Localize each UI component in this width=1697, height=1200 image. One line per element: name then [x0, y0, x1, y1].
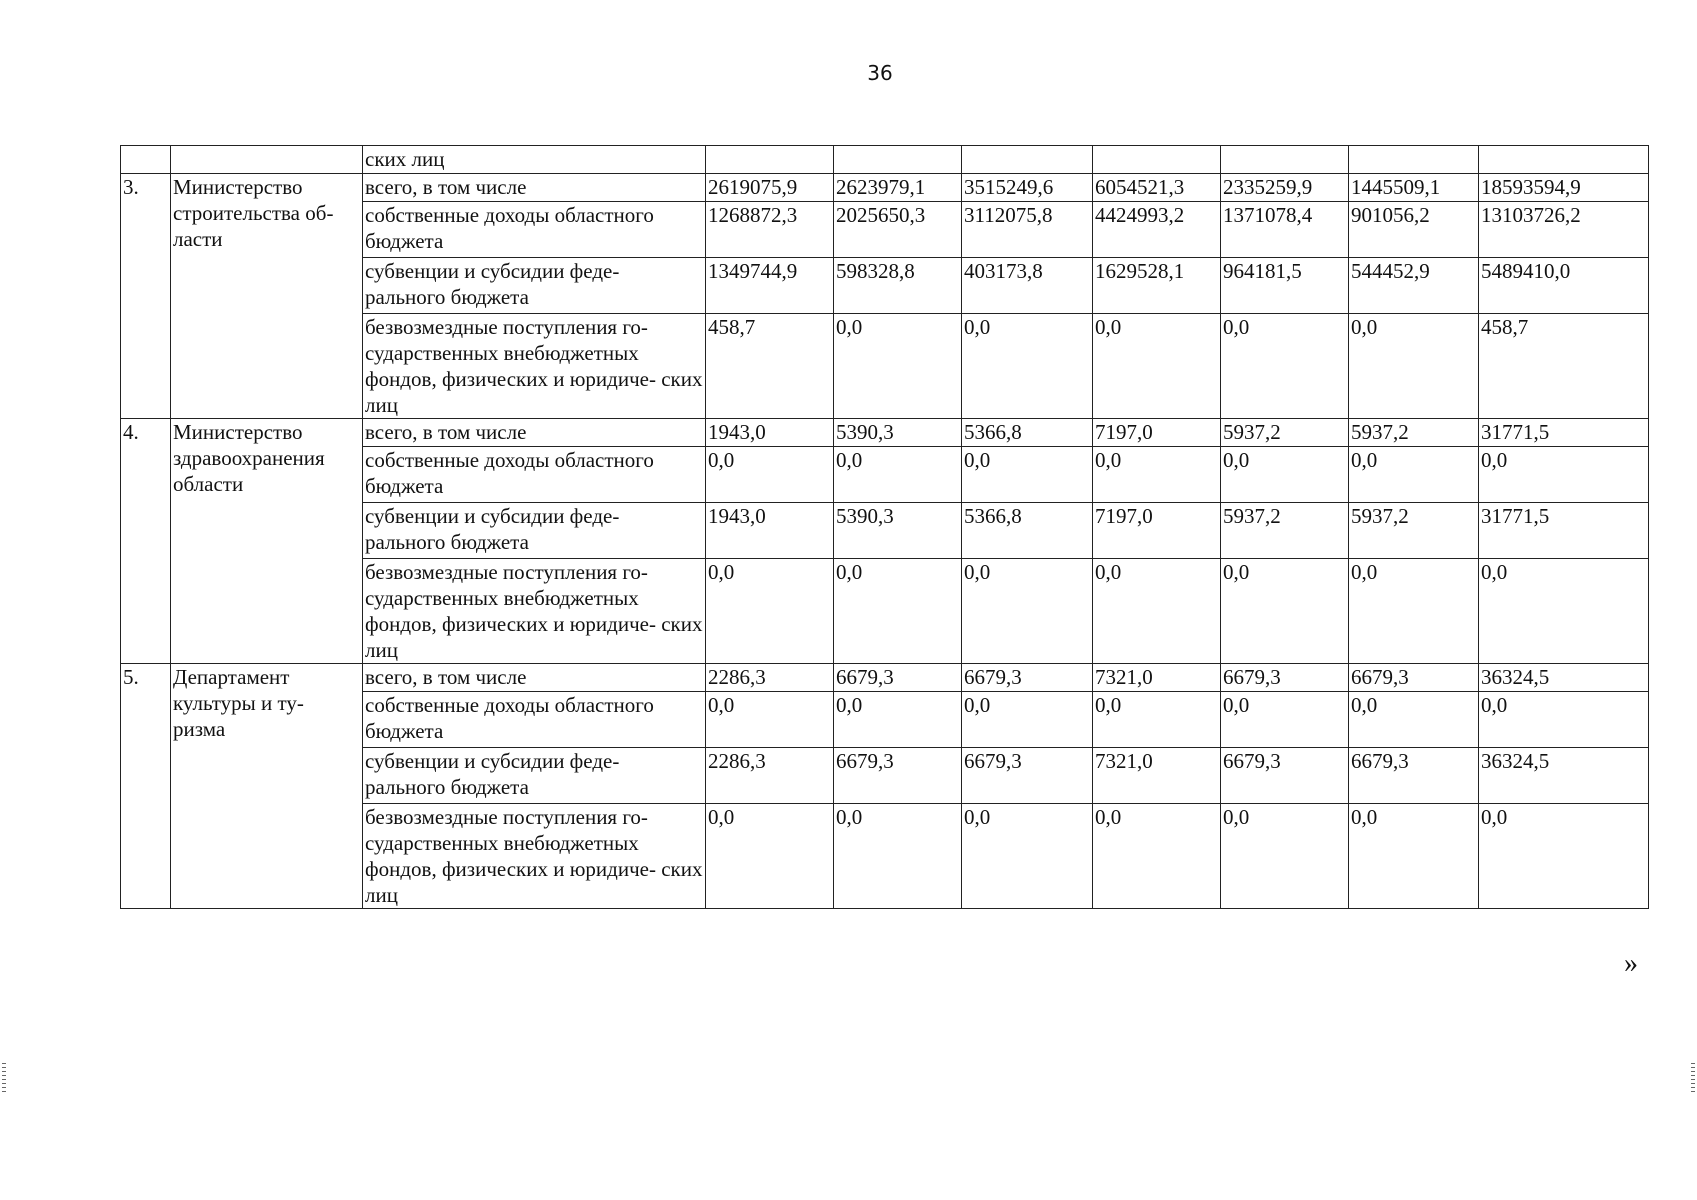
year-value-cell: 0,0 [962, 559, 1093, 664]
year-value-cell: 901056,2 [1349, 202, 1479, 258]
total-value-cell: 13103726,2 [1479, 202, 1649, 258]
carryover-empty-cell [834, 146, 962, 174]
year-value-cell: 0,0 [1349, 314, 1479, 419]
year-value-cell: 6679,3 [962, 664, 1093, 692]
year-value-cell: 0,0 [834, 314, 962, 419]
year-value-cell: 6679,3 [1349, 748, 1479, 804]
total-value-cell: 0,0 [1479, 447, 1649, 503]
total-value-cell: 5489410,0 [1479, 258, 1649, 314]
year-value-cell: 0,0 [1349, 804, 1479, 909]
funding-source-label: собственные доходы областного бюджета [363, 202, 706, 258]
year-value-cell: 5390,3 [834, 503, 962, 559]
closing-quote: » [1624, 948, 1638, 979]
year-value-cell: 1445509,1 [1349, 174, 1479, 202]
year-value-cell: 6679,3 [834, 748, 962, 804]
carryover-text: ских лиц [363, 146, 706, 174]
year-value-cell: 2335259,9 [1221, 174, 1349, 202]
year-value-cell: 5937,2 [1221, 503, 1349, 559]
year-value-cell: 0,0 [834, 692, 962, 748]
year-value-cell: 1943,0 [706, 419, 834, 447]
year-value-cell: 0,0 [1093, 692, 1221, 748]
year-value-cell: 544452,9 [1349, 258, 1479, 314]
scan-edge-marks-right [1691, 1063, 1695, 1093]
total-value-cell: 458,7 [1479, 314, 1649, 419]
year-value-cell: 5937,2 [1221, 419, 1349, 447]
carryover-num-cell [121, 146, 171, 174]
year-value-cell: 964181,5 [1221, 258, 1349, 314]
total-row [121, 664, 1649, 692]
year-value-cell: 3515249,6 [962, 174, 1093, 202]
year-value-cell: 0,0 [962, 314, 1093, 419]
year-value-cell: 6679,3 [1221, 748, 1349, 804]
total-value-cell: 36324,5 [1479, 664, 1649, 692]
year-value-cell: 0,0 [1093, 314, 1221, 419]
year-value-cell: 2286,3 [706, 664, 834, 692]
year-value-cell: 0,0 [1221, 314, 1349, 419]
year-value-cell: 0,0 [1221, 692, 1349, 748]
year-value-cell: 0,0 [1349, 692, 1479, 748]
total-value-cell: 31771,5 [1479, 503, 1649, 559]
scan-edge-marks-left [2, 1063, 6, 1093]
year-value-cell: 5937,2 [1349, 419, 1479, 447]
funding-source-label: собственные доходы областного бюджета [363, 692, 706, 748]
total-value-cell: 0,0 [1479, 804, 1649, 909]
funding-source-label: всего, в том числе [363, 419, 706, 447]
year-value-cell: 7321,0 [1093, 664, 1221, 692]
carryover-org-cell [171, 146, 363, 174]
total-row [121, 419, 1649, 447]
total-value-cell: 36324,5 [1479, 748, 1649, 804]
carryover-empty-cell [1221, 146, 1349, 174]
year-value-cell: 0,0 [962, 804, 1093, 909]
year-value-cell: 2025650,3 [834, 202, 962, 258]
year-value-cell: 0,0 [834, 804, 962, 909]
year-value-cell: 6679,3 [834, 664, 962, 692]
year-value-cell: 5390,3 [834, 419, 962, 447]
funding-source-label: субвенции и субсидии феде- рального бюджета [363, 748, 706, 804]
carryover-empty-cell [962, 146, 1093, 174]
year-value-cell: 5366,8 [962, 503, 1093, 559]
year-value-cell: 6679,3 [1221, 664, 1349, 692]
funding-source-label: субвенции и субсидии феде- рального бюджета [363, 503, 706, 559]
year-value-cell: 0,0 [1093, 559, 1221, 664]
year-value-cell: 6054521,3 [1093, 174, 1221, 202]
carryover-row [121, 146, 1649, 174]
year-value-cell: 0,0 [706, 692, 834, 748]
total-value-cell: 0,0 [1479, 559, 1649, 664]
year-value-cell: 5366,8 [962, 419, 1093, 447]
year-value-cell: 0,0 [962, 692, 1093, 748]
year-value-cell: 0,0 [706, 804, 834, 909]
funding-source-label: собственные доходы областного бюджета [363, 447, 706, 503]
year-value-cell: 4424993,2 [1093, 202, 1221, 258]
year-value-cell: 2286,3 [706, 748, 834, 804]
year-value-cell: 6679,3 [1349, 664, 1479, 692]
carryover-empty-cell [1349, 146, 1479, 174]
carryover-empty-cell [1093, 146, 1221, 174]
funding-source-label: безвозмездные поступления го- сударственных внебюджетных фондов, физических и юридиче- ских лиц [363, 804, 706, 909]
year-value-cell: 0,0 [962, 447, 1093, 503]
funding-source-label: всего, в том числе [363, 174, 706, 202]
year-value-cell: 6679,3 [962, 748, 1093, 804]
year-value-cell: 0,0 [1349, 447, 1479, 503]
funding-source-label: безвозмездные поступления го- сударственных внебюджетных фондов, физических и юридиче- ских лиц [363, 559, 706, 664]
year-value-cell: 0,0 [1221, 559, 1349, 664]
section-number: 4. [121, 419, 171, 664]
year-value-cell: 1268872,3 [706, 202, 834, 258]
page-number: 36 [867, 61, 893, 85]
funding-source-label: всего, в том числе [363, 664, 706, 692]
year-value-cell: 1629528,1 [1093, 258, 1221, 314]
year-value-cell: 3112075,8 [962, 202, 1093, 258]
year-value-cell: 403173,8 [962, 258, 1093, 314]
section-number: 5. [121, 664, 171, 909]
year-value-cell: 2623979,1 [834, 174, 962, 202]
year-value-cell: 0,0 [706, 447, 834, 503]
year-value-cell: 598328,8 [834, 258, 962, 314]
year-value-cell: 7197,0 [1093, 419, 1221, 447]
total-value-cell: 0,0 [1479, 692, 1649, 748]
organization-name: Департамент культуры и ту- ризма [171, 664, 363, 909]
total-value-cell: 18593594,9 [1479, 174, 1649, 202]
year-value-cell: 1943,0 [706, 503, 834, 559]
year-value-cell: 0,0 [1221, 804, 1349, 909]
budget-table [120, 145, 1649, 909]
year-value-cell: 0,0 [1221, 447, 1349, 503]
year-value-cell: 1349744,9 [706, 258, 834, 314]
total-row [121, 174, 1649, 202]
year-value-cell: 0,0 [1093, 447, 1221, 503]
total-value-cell: 31771,5 [1479, 419, 1649, 447]
year-value-cell: 0,0 [1349, 559, 1479, 664]
carryover-empty-cell [1479, 146, 1649, 174]
year-value-cell: 0,0 [834, 447, 962, 503]
year-value-cell: 0,0 [834, 559, 962, 664]
year-value-cell: 1371078,4 [1221, 202, 1349, 258]
funding-source-label: субвенции и субсидии феде- рального бюджета [363, 258, 706, 314]
year-value-cell: 7321,0 [1093, 748, 1221, 804]
year-value-cell: 0,0 [1093, 804, 1221, 909]
year-value-cell: 2619075,9 [706, 174, 834, 202]
carryover-empty-cell [706, 146, 834, 174]
organization-name: Министерство строительства об- ласти [171, 174, 363, 419]
year-value-cell: 5937,2 [1349, 503, 1479, 559]
year-value-cell: 7197,0 [1093, 503, 1221, 559]
year-value-cell: 0,0 [706, 559, 834, 664]
funding-source-label: безвозмездные поступления го- сударственных внебюджетных фондов, физических и юридиче- ских лиц [363, 314, 706, 419]
section-number: 3. [121, 174, 171, 419]
organization-name: Министерство здравоохранения области [171, 419, 363, 664]
year-value-cell: 458,7 [706, 314, 834, 419]
